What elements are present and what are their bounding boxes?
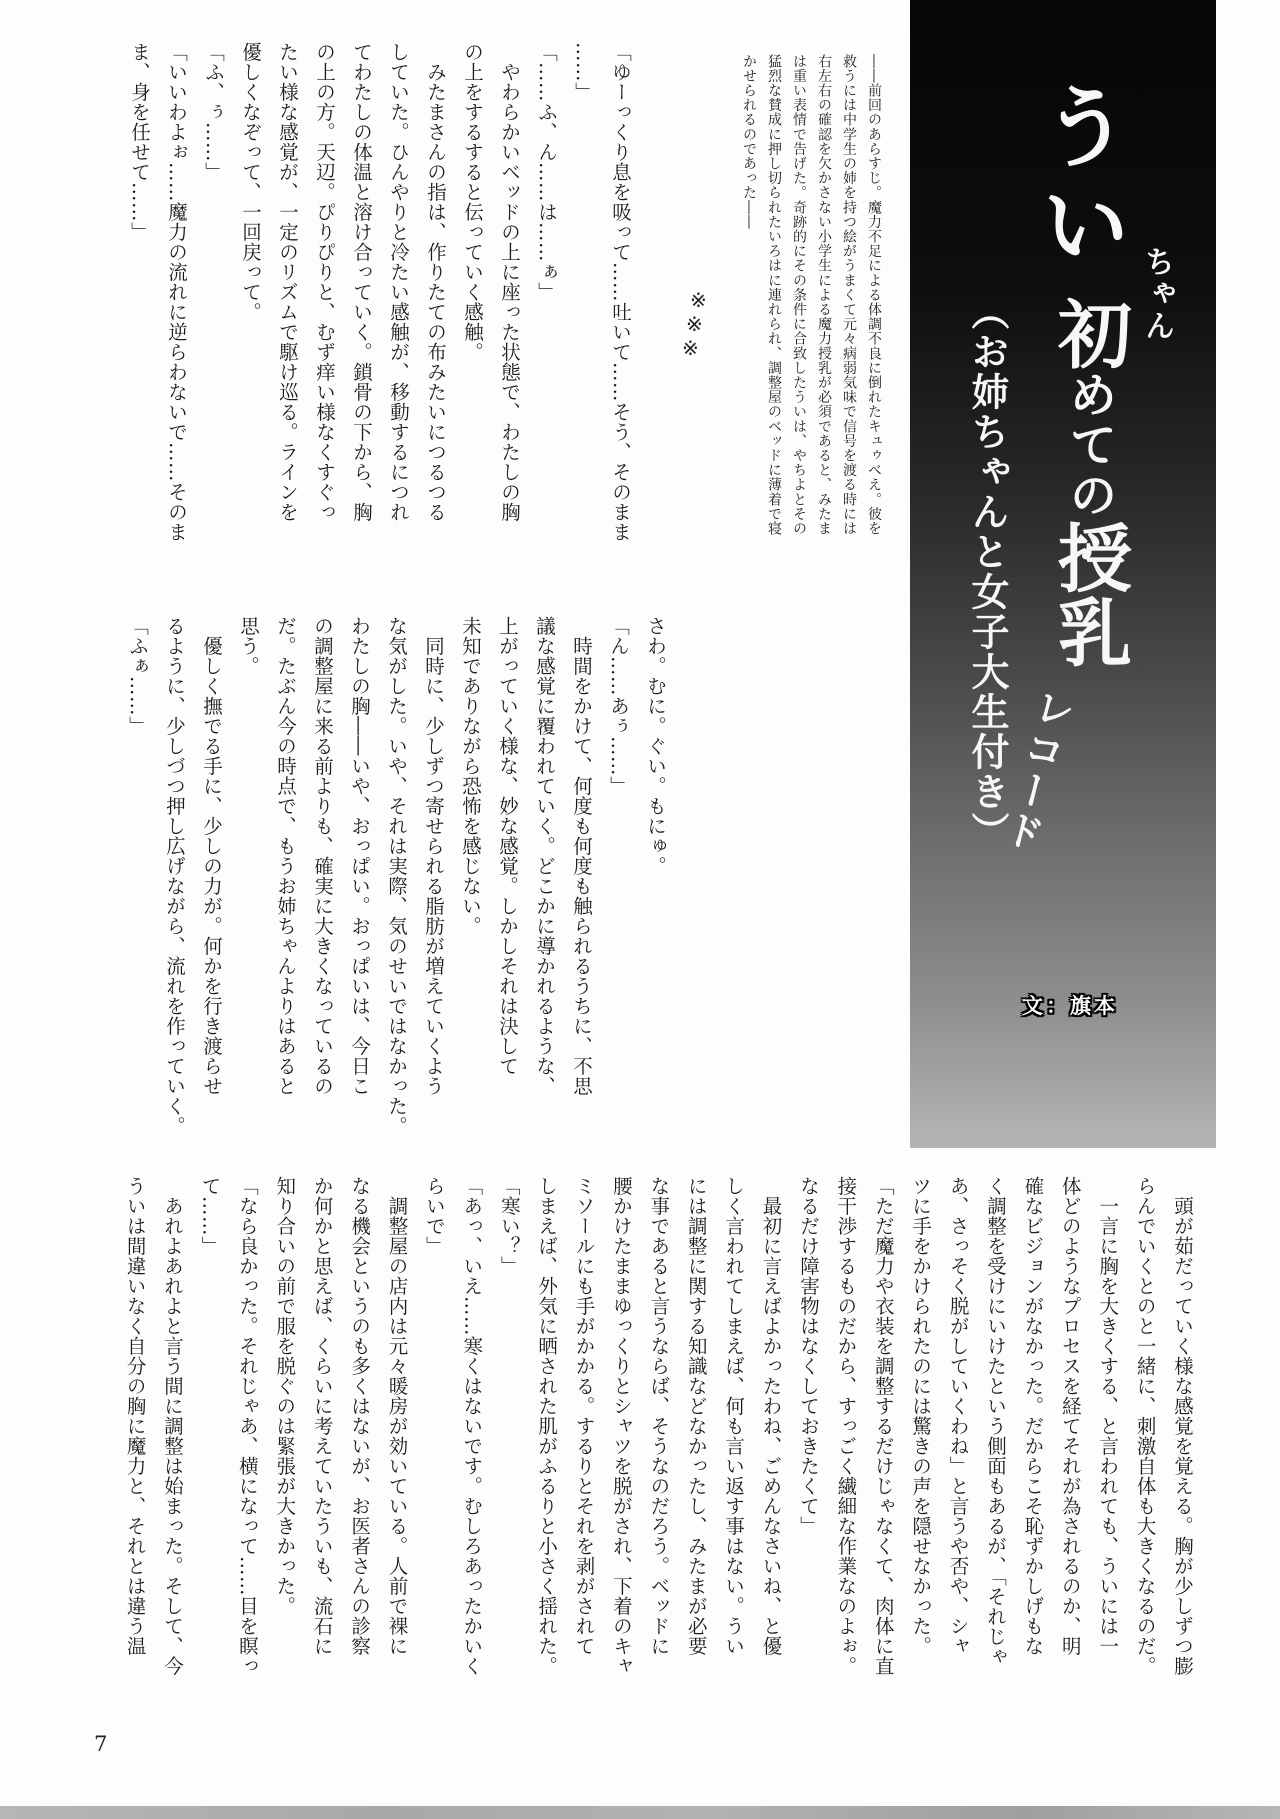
text-column: 同時に、少しずつ寄せられる脂肪が増えていくよう [422, 616, 445, 1096]
page-number: 7 [94, 1732, 108, 1756]
text-column: 「ゆーっくり息を吸って……吐いて……そう、そのまま [609, 42, 632, 542]
text-column: てわたしの体温と溶け合っていく。鎖骨の下から、胸 [350, 42, 373, 522]
text-column: あれよあれよと言う間に調整は始まった。そして、今 [161, 1176, 185, 1676]
section-separator-mark: ※ [686, 312, 703, 336]
text-column: ういは間違いなく自分の胸に魔力と、それとは違う温 [123, 1176, 147, 1656]
text-column: 議な感覚に覆われていく。どこかに導かれるような、 [533, 616, 556, 1096]
text-column: く調整を受けにいけたという側面もあるが、「それじゃ [983, 1176, 1007, 1667]
story-row-1 [121, 42, 639, 594]
text-column: 「ふ、ぅ……」 [202, 42, 225, 182]
text-column: わたしの胸――いや、おっぱい。おっぱいは、今日こ [348, 616, 371, 1096]
text-column: るように、少しづつ押し広げながら、流れを作っていく。 [163, 616, 186, 1136]
text-column: 確なビジョンがなかった。だからこそ恥ずかしげもな [1021, 1176, 1045, 1656]
text-column: 時間をかけて、何度も何度も触られるうちに、不思 [570, 616, 593, 1096]
banner-title-meteno: めての [1061, 370, 1117, 520]
text-column: 「なら良かった。それじゃあ、横になって……目を瞑っ [235, 1176, 259, 1676]
text-column: 最初に言えばよかったわね、ごめんなさいね、と優 [759, 1176, 783, 1656]
text-column: 頭が茹だっていく様な感覚を覚える。胸が少しずつ膨 [1171, 1176, 1194, 1676]
text-column: やわらかいベッドの上に座った状態で、わたしの胸 [498, 42, 521, 522]
text-column: 腰かけたままゆっくりとシャツを脱がされ、下着のキャ [609, 1176, 633, 1676]
text-column: たい様な感覚が、一定のリズムで駆け巡る。ラインを [276, 42, 299, 522]
text-column: しく言われてしまえば、何も言い返す事はない。うい [722, 1176, 746, 1656]
text-column: な事であると言うならば、そうなのだろう。ベッドに [647, 1176, 671, 1656]
text-column: 未知でありながら恐怖を感じない。 [459, 616, 482, 936]
text-column: 救うには中学生の姉を持つ絵がうまくて元々病弱気味で信号を渡る時には [841, 54, 857, 536]
text-column: 右左右の確認を欠かさない小学生による魔力授乳が必須であると、みたま [816, 54, 832, 536]
text-column: なる機会というのも多くはないが、お医者さんの診察 [348, 1176, 372, 1656]
text-column: 思う。 [237, 616, 260, 676]
text-column: だ。たぶん今の時点で、もうお姉ちゃんよりはあると [274, 616, 297, 1096]
text-column: みたまさんの指は、作りたての布みたいにつるつる [424, 42, 447, 522]
text-column: の上をするすると伝っていく感触。 [461, 42, 484, 362]
text-column: て……」 [198, 1176, 222, 1256]
text-column: 「あっ、いえ……寒くはないです。むしろあったかいく [460, 1176, 484, 1676]
banner-title-rest [1036, 296, 1142, 668]
text-column: らいで」 [422, 1176, 446, 1256]
text-column: 「ただ魔力や衣装を調整するだけじゃなくて、肉体に直 [871, 1176, 895, 1676]
text-column: していた。ひんやりと冷たい感触が、移動するにつれ [387, 42, 410, 522]
banner-author-credit: 文：旗本 [1022, 994, 1118, 1018]
banner-title-chan: ちゃん [1139, 246, 1174, 342]
text-column: 一言に胸を大きくする、と言われても、ういには一 [1096, 1176, 1120, 1656]
text-column: 猛烈な賛成に押し切られたいろはに連れられ、調整屋のベッドに薄着で寝 [766, 54, 782, 536]
banner-subtitle: （お姉ちゃんと女子大生付き） [965, 292, 1009, 852]
text-column: か何かと思えば、くらいに考えていたういも、流石に [310, 1176, 334, 1656]
text-column: らんでいくとのと一緒に、刺激自体も大きくなるのだ。 [1133, 1176, 1157, 1676]
banner-title-record: レコード [993, 682, 1079, 857]
story-row-3 [116, 1176, 1201, 1704]
text-column: の上の方。天辺。ぴりぴりと、むず痒い様なくすぐっ [313, 42, 336, 522]
banner-title-main: うい [1025, 80, 1130, 276]
title-banner [910, 0, 1216, 1148]
section-separator-mark: ※ [682, 336, 699, 360]
text-column: 調整屋の店内は元々暖房が効いている。人前で裸に [385, 1176, 409, 1656]
text-column: な気がした。いや、それは実際、気のせいではなかった。 [385, 616, 408, 1136]
text-column: 優しくなぞって、一回戻って。 [239, 42, 262, 322]
text-column: かせられるのであった―― [741, 54, 757, 230]
text-column: は重い表情で告げた。奇跡的にその条件に合致したういは、やちよとその [791, 54, 807, 536]
text-column: 「……ふ、ん……は……ぁ」 [535, 42, 558, 302]
story-row-2 [119, 616, 674, 1152]
banner-title-junyu: 授乳 [1046, 520, 1132, 668]
text-column: ま、身を任せて……」 [128, 42, 151, 242]
text-column: の調整屋に来る前よりも、確実に大きくなっているの [311, 616, 334, 1096]
text-column: 「ん……あぅ……」 [607, 616, 630, 796]
text-column: 上がっていく様な、妙な感覚。しかしそれは決して [496, 616, 519, 1076]
text-column: 優しく撫でる手に、少しの力が。何かを行き渡らせ [200, 616, 223, 1096]
recap-text-block [734, 54, 886, 540]
text-column: 「ふぁ……」 [126, 616, 149, 736]
text-column: ……」 [572, 42, 595, 102]
text-column: しまえば、外気に晒された肌がふるりと小さく揺れた。 [535, 1176, 559, 1676]
scan-edge-strip [0, 1806, 1280, 1819]
text-column: 体どのようなプロセスを経てそれが為されるのか、明 [1058, 1176, 1082, 1656]
text-column: あ、さっそく脱がしていくわね」と言うや否や、シャ [946, 1176, 970, 1656]
section-separator-mark: ※ [690, 288, 707, 312]
text-column: さわ。むに。ぐい。もにゅ。 [644, 616, 667, 876]
text-column: には調整に関する知識などなかったし、みたまが必要 [684, 1176, 708, 1656]
text-column: 「いいわよぉ……魔力の流れに逆らわないで……そのま [165, 42, 188, 542]
text-column: ツに手をかけられたのには驚きの声を隠せなかった。 [909, 1176, 933, 1656]
banner-title-hajimete: 初 [1046, 296, 1132, 370]
text-column: ミソールにも手がかかる。するりとそれを剥がされて [572, 1176, 596, 1656]
text-column: ――前回のあらすじ。魔力不足による体調不良に倒れたキュゥべえ。彼を [866, 54, 882, 536]
text-column: 知り合いの前で服を脱ぐのは緊張が大きかった。 [273, 1176, 297, 1616]
text-column: 接干渉するものだから、すっごく繊細な作業なのよぉ。 [834, 1176, 858, 1676]
text-column: 「寒い？」 [497, 1176, 521, 1276]
text-column: なるだけ障害物はなくしておきたくて」 [796, 1176, 820, 1536]
